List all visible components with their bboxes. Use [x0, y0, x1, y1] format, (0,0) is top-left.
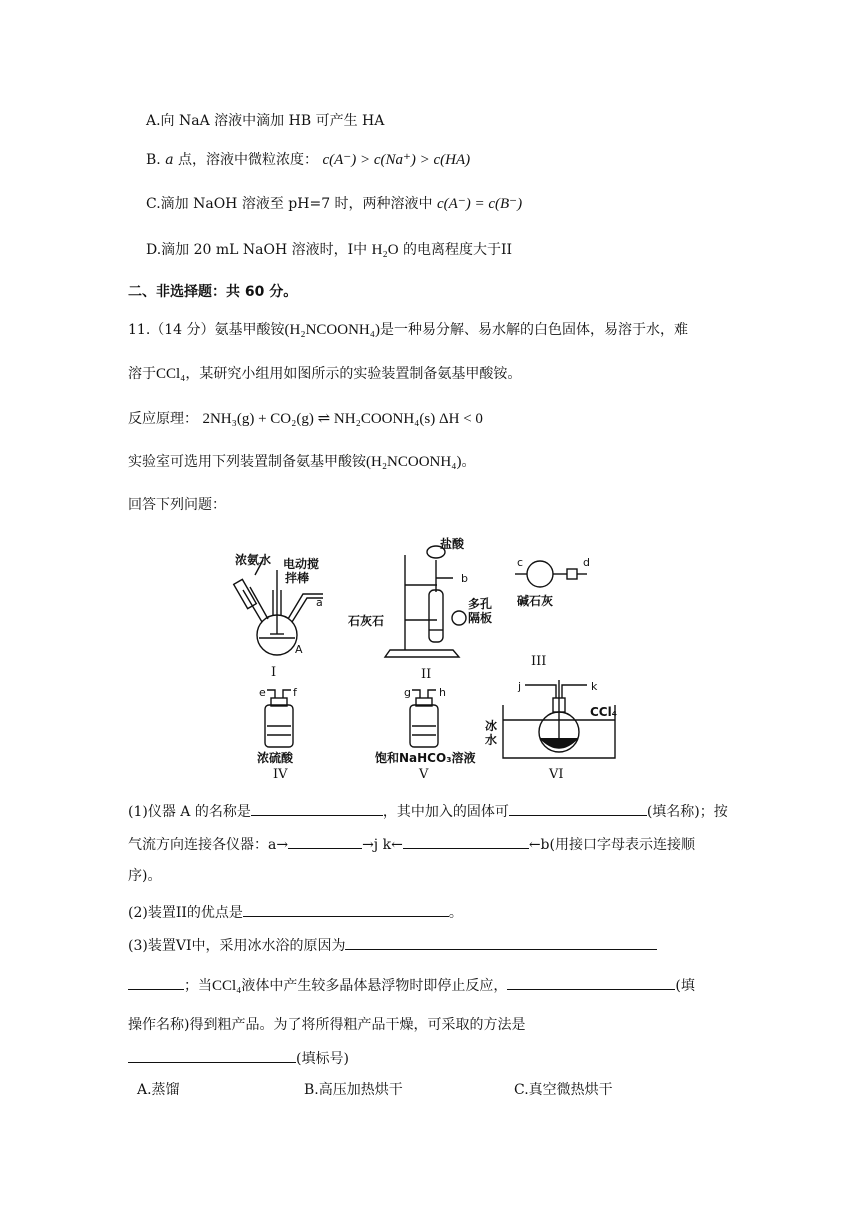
section-title: 二、非选择题：共 60 分。 [128, 284, 298, 300]
reaction-equation: 2NH₃(g) + CO₂(g) ⇌ NH₂COONH₄(s) ΔH < 0 [202, 411, 483, 427]
label-ice-2: 水 [485, 733, 498, 747]
label-port-f: f [293, 686, 297, 699]
label-flask-a: A [295, 643, 303, 656]
label-port-d: d [583, 556, 590, 569]
label-roman-2: II [421, 667, 432, 682]
label-porous-1: 多孔 [468, 597, 493, 611]
formula-b: c(A⁻) > c(Na⁺) > c(HA) [322, 152, 471, 168]
label-roman-5: V [419, 767, 429, 782]
answer-blank-5[interactable] [243, 901, 449, 917]
q1-line2: 气流方向连接各仪器：a→ →j k← ←b(用接口字母表示连接顺 [128, 833, 695, 855]
apparatus-iv [265, 690, 293, 747]
label-stirrer-2: 拌棒 [285, 571, 310, 585]
label-nahco3: 饱和NaHCO₃溶液 [375, 751, 476, 765]
label-hcl: 盐酸 [440, 537, 465, 551]
option-c: C.滴加 NaOH 溶液至 pH=7 时，两种溶液中 c(A⁻) = c(B⁻) [146, 196, 523, 212]
apparatus-v [410, 690, 438, 747]
apparatus-i [234, 560, 323, 655]
option-b: B. a 点，溶液中微粒浓度： c(A⁻) > c(Na⁺) > c(HA) [146, 152, 471, 168]
answer-blank-4[interactable] [403, 833, 529, 849]
q1-line1: (1)仪器 A 的名称是 ，其中加入的固体可 (填名称)；按 [128, 800, 728, 822]
label-limestone: 石灰石 [348, 614, 385, 628]
option-a: A.向 NaA 溶液中滴加 HB 可产生 HA [146, 113, 385, 129]
label-conc-h2so4: 浓硫酸 [257, 751, 294, 765]
apparatus-ii [385, 546, 466, 657]
choice-b: B.高压加热烘干 [304, 1082, 403, 1098]
answer-blank-2[interactable] [509, 800, 647, 816]
apparatus-figure [215, 530, 655, 785]
q11-intro-line1: 11.（14 分）氨基甲酸铵(H₂NCOONH₄)是一种易分解、易水解的白色固体，易溶于水，难 [128, 322, 688, 338]
q2-line: (2)装置II的优点是 。 [128, 901, 463, 923]
label-port-j: j [518, 680, 522, 693]
q1-line3: 序)。 [128, 868, 162, 884]
label-roman-1: I [271, 665, 277, 680]
answer-blank-3[interactable] [288, 833, 362, 849]
answer-prompt: 回答下列问题： [128, 497, 226, 513]
label-roman-4: IV [273, 767, 288, 782]
label-port-k: k [591, 680, 598, 693]
q3-line1: (3)装置VI中，采用冰水浴的原因为 [128, 934, 657, 956]
q3-line2: ；当CCl₄液体中产生较多晶体悬浮物时即停止反应， (填 [128, 974, 695, 996]
apparatus-iii [515, 561, 587, 587]
answer-blank-7[interactable] [128, 974, 184, 990]
label-ice-1: 冰 [485, 719, 498, 733]
q11-intro-line2: 溶于CCl₄，某研究小组用如图所示的实验装置制备氨基甲酸铵。 [128, 366, 522, 382]
label-stirrer-1: 电动搅 [283, 557, 320, 571]
label-port-h: h [439, 686, 446, 699]
answer-blank-6[interactable] [345, 934, 657, 950]
answer-blank-9[interactable] [128, 1047, 296, 1063]
choice-c: C.真空微热烘干 [514, 1082, 613, 1098]
reaction-principle: 反应原理： 2NH₃(g) + CO₂(g) ⇌ NH₂COONH₄(s) ΔH < 0 [128, 411, 483, 427]
answer-blank-8[interactable] [507, 974, 675, 990]
formula-c: c(A⁻) = c(B⁻) [437, 196, 523, 212]
label-ccl4: CCl₄ [590, 705, 617, 719]
option-d: D.滴加 20 mL NaOH 溶液时，I中 H₂O 的电离程度大于II [146, 242, 513, 258]
label-roman-3: III [531, 654, 547, 669]
label-port-b: b [461, 572, 468, 585]
q3-line3: 操作名称)得到粗产品。为了将所得粗产品干燥，可采取的方法是 [128, 1017, 526, 1033]
label-roman-6: VI [549, 767, 564, 782]
label-conc-ammonia: 浓氨水 [235, 553, 272, 567]
answer-blank-1[interactable] [251, 800, 383, 816]
device-intro: 实验室可选用下列装置制备氨基甲酸铵(H₂NCOONH₄)。 [128, 454, 476, 470]
label-port-a: a [316, 596, 323, 609]
label-port-e: e [259, 686, 266, 699]
label-soda-lime: 碱石灰 [517, 594, 554, 608]
label-port-g: g [404, 686, 411, 699]
q3-line4: (填标号) [128, 1047, 349, 1069]
choice-a: A.蒸馏 [137, 1082, 180, 1098]
label-porous-2: 隔板 [468, 611, 493, 625]
label-port-c: c [517, 556, 524, 569]
